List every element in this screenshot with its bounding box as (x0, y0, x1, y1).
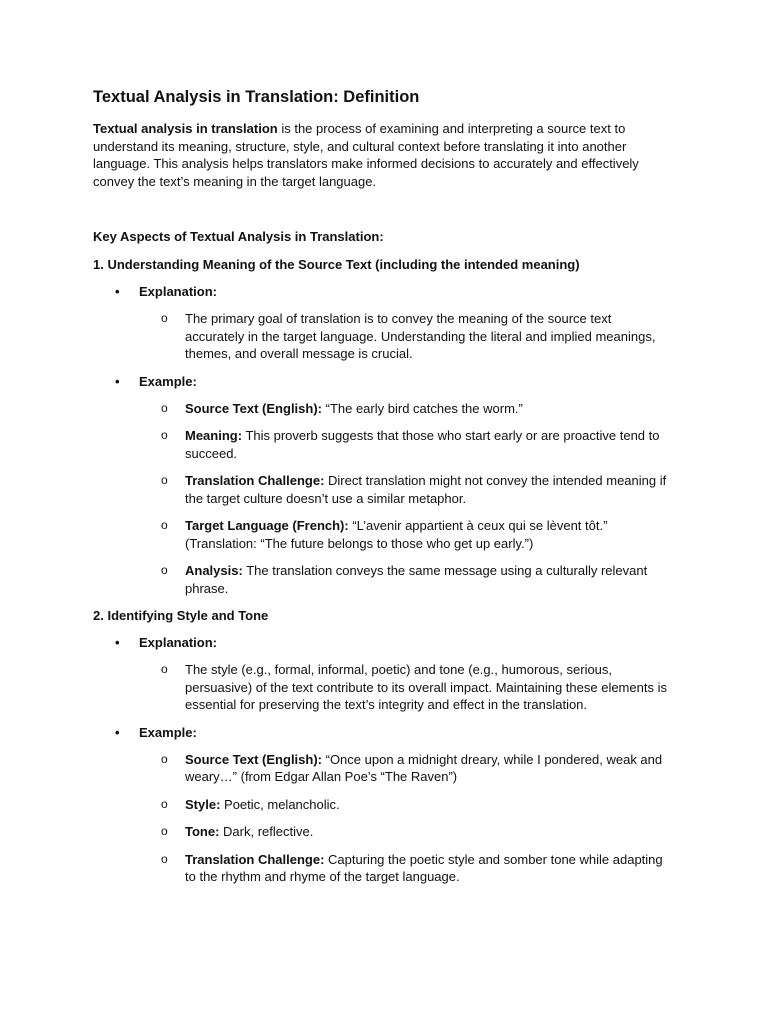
sub-bullet-marker: o (161, 662, 168, 676)
section-2-example-item (161, 751, 673, 786)
sub-item-text: Direct translation might not convey the intended meaning if the target culture doesn’t use a similar metaphor. (185, 473, 667, 506)
section-1-example-item (161, 517, 673, 552)
section-1-explanation-bullet (115, 283, 678, 300)
bullet-marker: • (115, 724, 120, 740)
intro-term: Textual analysis in translation (93, 121, 278, 136)
sub-item-text: The style (e.g., formal, informal, poetic) and tone (e.g., humorous, serious, persuasive) of the text contribute to its overall impact. Maintaining these elements is essential for preserving the text’s integrity and effect in the translation. (185, 662, 667, 712)
bullet-label: Explanation: (139, 635, 218, 650)
intro-paragraph (93, 120, 678, 190)
sub-bullet-marker: o (161, 563, 168, 577)
bullet-marker: • (115, 284, 120, 299)
section-1-example-item (161, 427, 673, 462)
sub-item-text: This proverb suggests that those who start early or are proactive tend to succeed. (185, 428, 660, 461)
section-2-explanation-bullet (115, 634, 678, 651)
bullet-marker: • (115, 373, 120, 389)
sub-item-label: Translation Challenge: (185, 851, 325, 867)
sub-bullet-marker: o (161, 400, 168, 415)
section-1-explanation-item (161, 310, 673, 363)
section-2-example-bullet (115, 724, 678, 741)
sub-item-text: Capturing the poetic style and somber tone while adapting to the rhythm and rhyme of the target language. (185, 851, 663, 884)
sub-item-label: Style: (185, 796, 221, 812)
bullet-label: Example: (139, 724, 197, 740)
section-2-explanation-item (161, 661, 673, 714)
sub-item-label: Target Language (French): (185, 518, 349, 533)
sub-item-label: Source Text (English): (185, 400, 322, 416)
document-page (93, 86, 678, 886)
sub-item-label: Tone: (185, 824, 220, 839)
sub-bullet-marker: o (161, 824, 168, 838)
sub-bullet-marker: o (161, 311, 168, 325)
sub-item-label: Analysis: (185, 563, 243, 578)
sub-bullet-marker: o (161, 473, 168, 487)
sub-item-text: “Once upon a midnight dreary, while I pondered, weak and weary…” (from Edgar Allan Poe’s “The Raven”) (185, 751, 663, 784)
sub-item-text: “The early bird catches the worm.” (322, 400, 523, 416)
section-1-example-item (161, 400, 673, 418)
sub-bullet-marker: o (161, 518, 168, 532)
sub-item-text: “L’avenir appartient à ceux qui se lèvent tôt.” (Translation: “The future belongs to those who get up early.”) (185, 518, 608, 551)
sub-item-text: The primary goal of translation is to convey the meaning of the source text accurately in the target language. Understanding the literal and implied meanings, themes, and overall message is crucial. (185, 311, 656, 361)
bullet-label: Explanation: (139, 284, 218, 299)
sub-item-text: Poetic, melancholic. (220, 796, 340, 812)
sub-bullet-marker: o (161, 751, 168, 766)
sub-item-label: Meaning: (185, 428, 243, 443)
page-title: Textual Analysis in Translation: Definition (93, 88, 420, 106)
bullet-marker: • (115, 635, 120, 650)
section-1-heading: 1. Understanding Meaning of the Source Text (including the intended meaning) (93, 257, 580, 272)
sub-item-label: Source Text (English): (185, 751, 322, 767)
sub-bullet-marker: o (161, 796, 168, 811)
sub-bullet-marker: o (161, 851, 168, 866)
sub-bullet-marker: o (161, 428, 168, 442)
section-1-example-item (161, 472, 673, 507)
intro-text: is the process of examining and interpreting a source text to understand its meaning, structure, style, and cultural context before translating it into another language. This analysis helps translators make informed decisions to accurately and effectively convey the text’s meaning in the target language. (93, 121, 639, 189)
key-aspects-heading: Key Aspects of Textual Analysis in Translation: (93, 229, 384, 244)
sub-item-text: The translation conveys the same message using a culturally relevant phrase. (185, 563, 648, 596)
sub-item-text: Dark, reflective. (219, 824, 314, 839)
section-2-example-item (161, 851, 673, 886)
sub-item-label: Translation Challenge: (185, 473, 325, 488)
bullet-label: Example: (139, 373, 197, 389)
section-1-example-bullet (115, 373, 678, 390)
section-2-example-item (161, 823, 673, 841)
section-2-heading: 2. Identifying Style and Tone (93, 608, 269, 623)
section-2-example-item (161, 796, 673, 814)
section-1-example-item (161, 562, 673, 597)
